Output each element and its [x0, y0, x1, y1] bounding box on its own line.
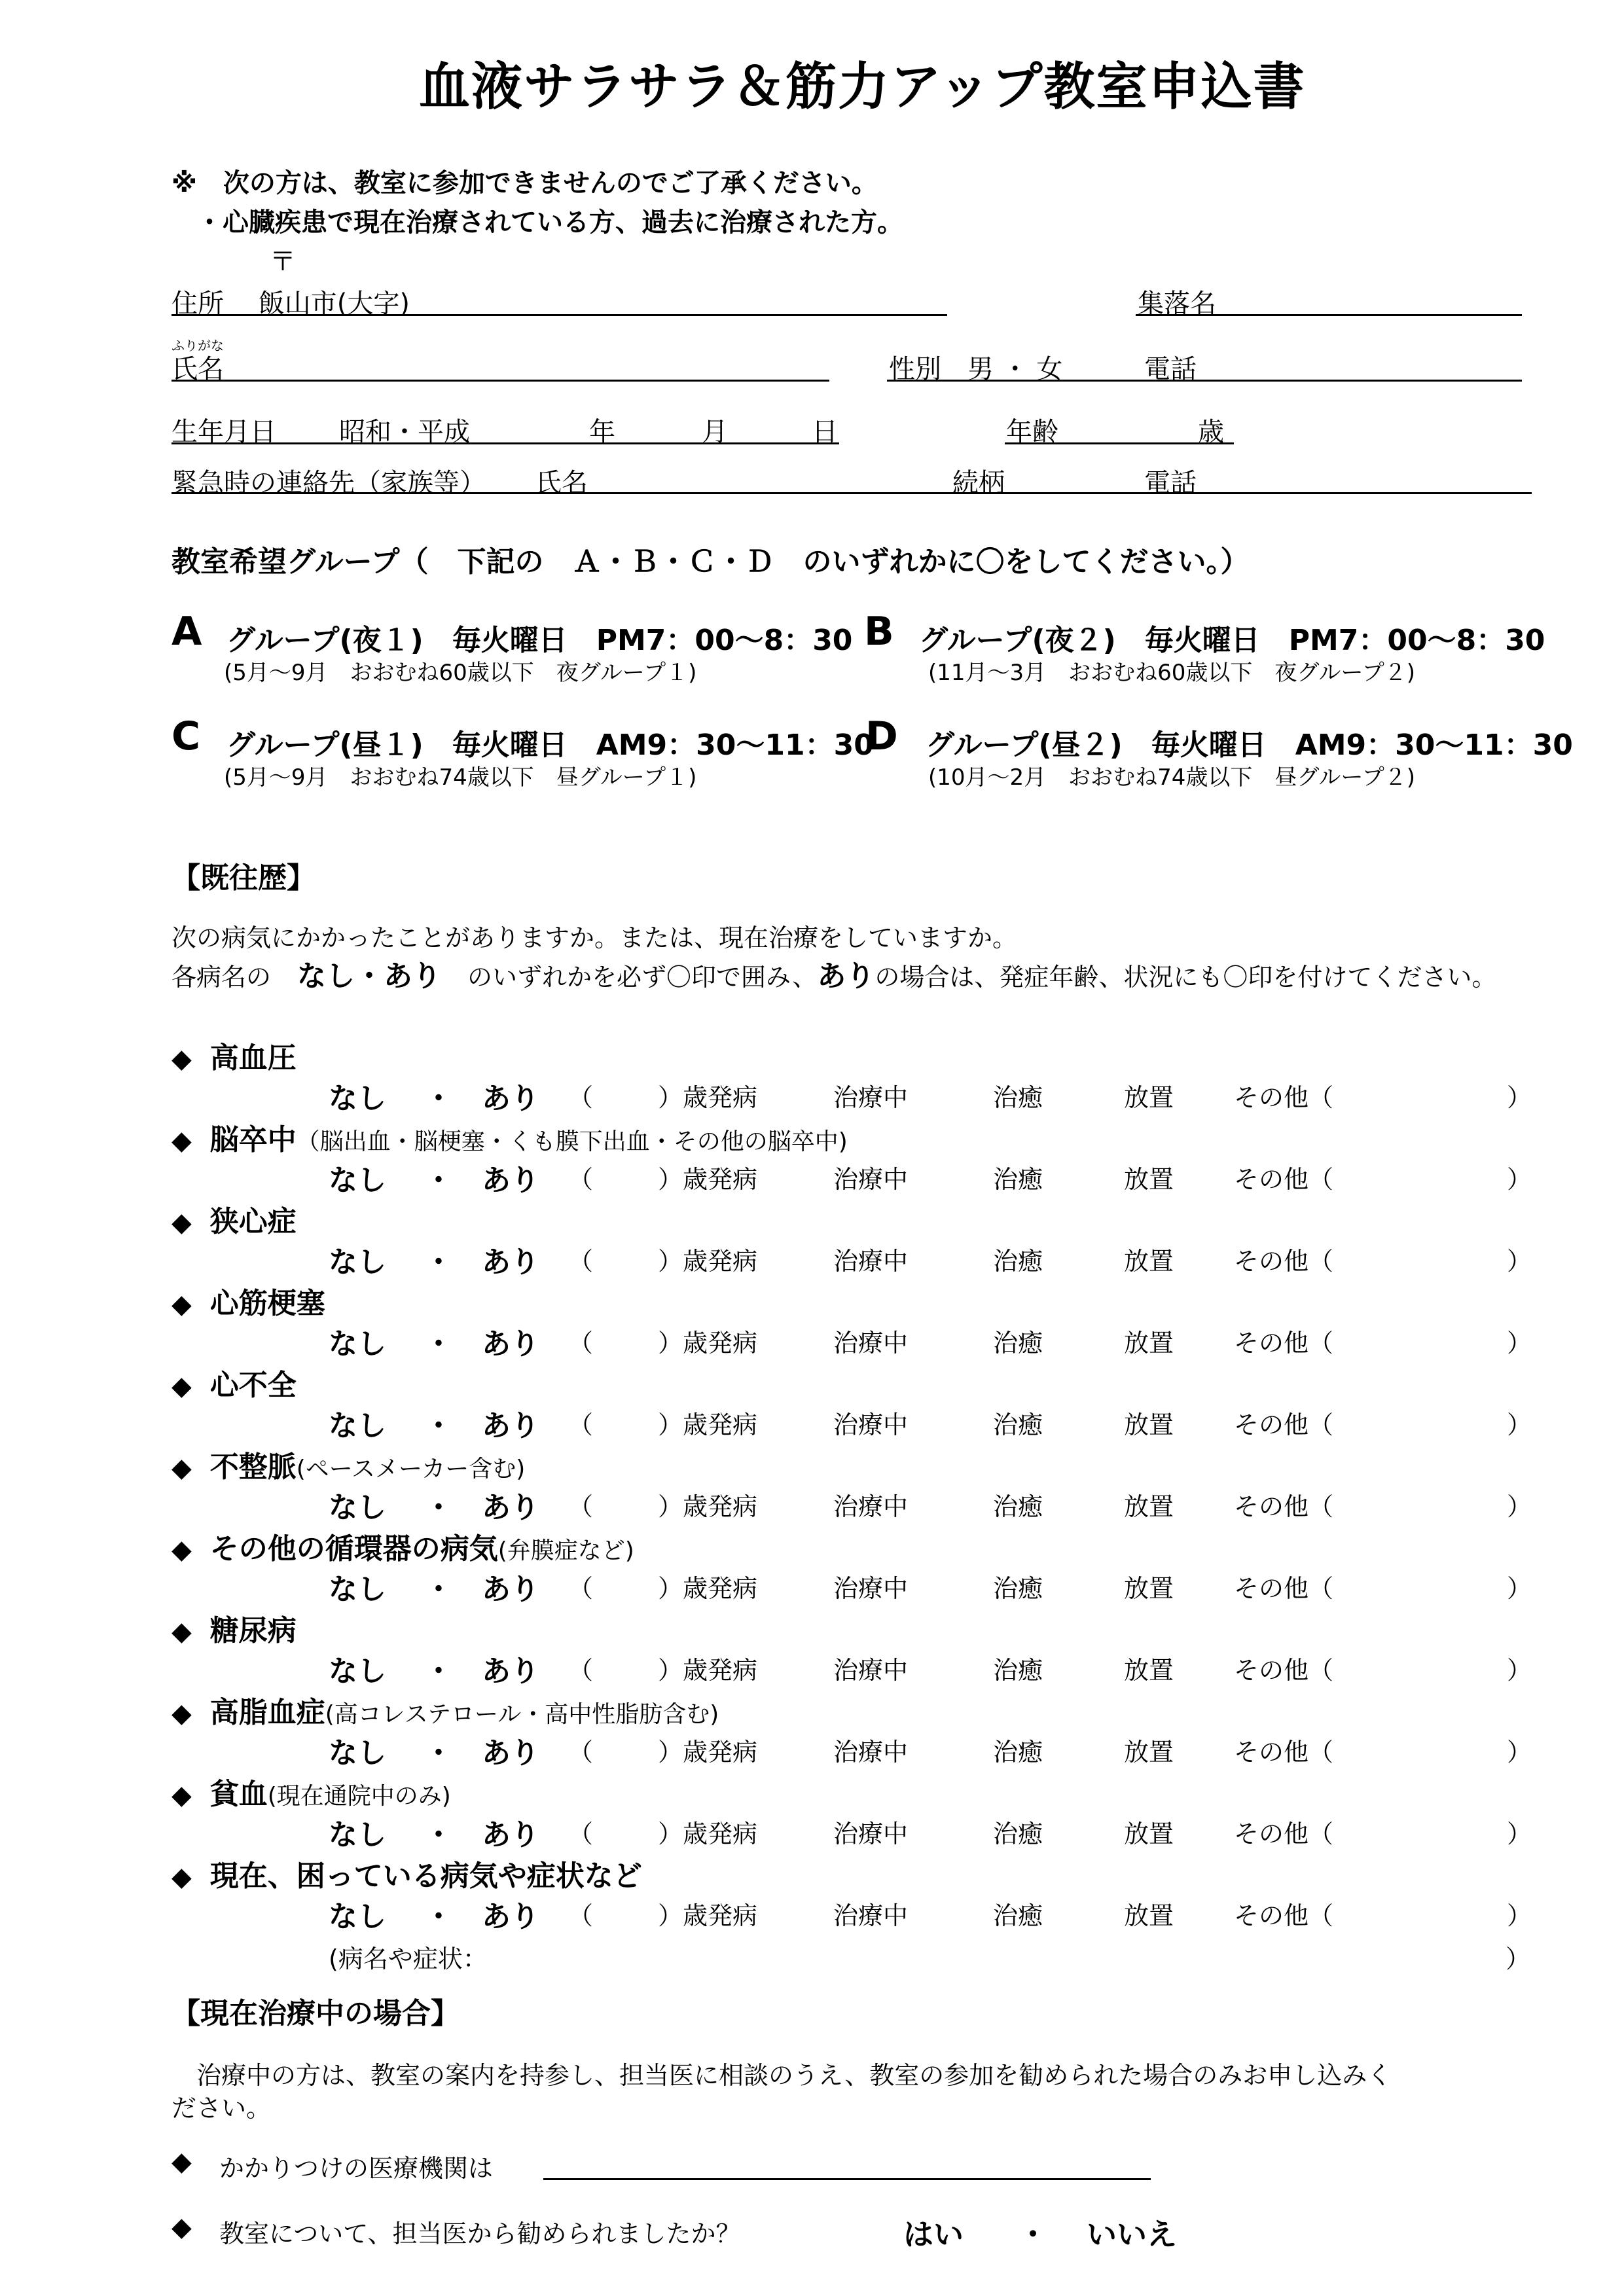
birth-day-unit: 日 — [812, 417, 838, 447]
emergency-name-label: 氏名 — [535, 468, 588, 498]
group-c-sub: (5月～9月 おおむね74歳以下 昼グループ１) — [224, 764, 697, 791]
neglected-option[interactable]: 放置 — [1124, 1901, 1174, 1930]
diamond-bullet-icon: ◆ — [171, 1453, 192, 1483]
treating-option[interactable]: 治療中 — [833, 1247, 909, 1276]
group-d-letter[interactable]: D — [865, 713, 898, 759]
diamond-bullet-icon: ◆ — [171, 1535, 192, 1565]
village-field[interactable] — [1136, 314, 1522, 316]
neglected-option[interactable]: 放置 — [1124, 1083, 1174, 1112]
neglected-option[interactable]: 放置 — [1124, 1492, 1174, 1521]
onset-age-open: （ — [568, 1574, 594, 1603]
onset-age-open: （ — [568, 1083, 594, 1112]
disease-note: (高コレステロール・高中性脂肪含む) — [325, 1701, 719, 1728]
other-option[interactable]: その他（ — [1234, 1901, 1334, 1930]
history-intro-2 — [171, 952, 1496, 994]
disease-answer-row — [0, 1566, 1624, 1605]
intro2-d: あり — [817, 960, 875, 993]
address-field[interactable] — [171, 314, 947, 316]
other-close: ） — [1507, 1083, 1532, 1112]
onset-age-label[interactable]: ）歳発病 — [658, 1656, 758, 1685]
nashi-option[interactable]: なし — [329, 1082, 386, 1115]
onset-age-label[interactable]: ）歳発病 — [658, 1247, 758, 1276]
treating-option[interactable]: 治療中 — [833, 1901, 909, 1930]
cured-option[interactable]: 治癒 — [993, 1329, 1043, 1357]
disease-heading — [171, 1689, 719, 1731]
other-option[interactable]: その他（ — [1234, 1574, 1334, 1603]
onset-age-label[interactable]: ）歳発病 — [658, 1492, 758, 1521]
disease-answer-row — [0, 1157, 1624, 1196]
separator-dot: ・ — [424, 1082, 453, 1115]
disease-heading — [171, 1607, 297, 1649]
neglected-option[interactable]: 放置 — [1124, 1247, 1174, 1276]
treating-option[interactable]: 治療中 — [833, 1410, 909, 1439]
group-c-letter[interactable]: C — [171, 713, 201, 759]
onset-age-label[interactable]: ）歳発病 — [658, 1820, 758, 1848]
separator-dot: ・ — [424, 1327, 453, 1361]
other-close: ） — [1507, 1247, 1532, 1276]
onset-age-label[interactable]: ）歳発病 — [658, 1410, 758, 1439]
disease-answer-row — [0, 1320, 1624, 1359]
diamond-bullet-icon: ◆ — [171, 1617, 192, 1647]
other-close: ） — [1507, 1820, 1532, 1848]
other-option[interactable]: その他（ — [1234, 1820, 1334, 1848]
symptom-close: ） — [1506, 1945, 1531, 1973]
ari-option[interactable]: あり — [482, 1818, 539, 1852]
diamond-bullet-icon: ◆ — [171, 1208, 192, 1238]
cured-option[interactable]: 治癒 — [993, 1247, 1043, 1276]
ari-option[interactable]: あり — [482, 1900, 539, 1933]
disease-name: 糖尿病 — [209, 1614, 297, 1647]
nashi-option[interactable]: なし — [329, 1409, 386, 1443]
clinic-label: かかりつけの医療機関は — [219, 2154, 494, 2183]
cured-option[interactable]: 治癒 — [993, 1820, 1043, 1848]
advised-yes[interactable]: はい — [903, 2217, 964, 2252]
disease-answer-row — [0, 1893, 1624, 1932]
ari-option[interactable]: あり — [482, 1491, 539, 1524]
intro2-b: なし・あり — [297, 960, 442, 993]
other-close: ） — [1507, 1329, 1532, 1357]
village-label: 集落名 — [1138, 289, 1216, 319]
treating-option[interactable]: 治療中 — [833, 1656, 909, 1685]
age-label: 年齢 — [1006, 417, 1058, 447]
disease-heading — [171, 1280, 325, 1321]
separator-dot: ・ — [424, 1164, 453, 1197]
group-b-letter[interactable]: B — [864, 609, 894, 655]
separator-dot: ・ — [424, 1409, 453, 1443]
symptom-label: (病名や症状： — [329, 1945, 488, 1973]
other-close: ） — [1507, 1574, 1532, 1603]
ari-option[interactable]: あり — [482, 1655, 539, 1688]
ari-option[interactable]: あり — [482, 1164, 539, 1197]
onset-age-open: （ — [568, 1901, 594, 1930]
disease-heading — [171, 1852, 642, 1894]
advised-label: 教室について、担当医から勧められましたか？ — [219, 2219, 741, 2248]
disease-answer-row — [0, 1402, 1624, 1441]
ari-option[interactable]: あり — [482, 1409, 539, 1443]
postal-mark: 〒 — [270, 247, 296, 277]
disease-name: 現在、困っている病気や症状など — [209, 1859, 642, 1893]
group-a-sub: (5月～9月 おおむね60歳以下 夜グループ１) — [224, 660, 697, 686]
other-option[interactable]: その他（ — [1234, 1656, 1334, 1685]
other-option[interactable]: その他（ — [1234, 1083, 1334, 1112]
ari-option[interactable]: あり — [482, 1082, 539, 1115]
name-field[interactable] — [171, 380, 829, 382]
disease-heading — [171, 1770, 451, 1812]
other-close: ） — [1507, 1901, 1532, 1930]
nashi-option[interactable]: なし — [329, 1573, 386, 1606]
group-a-letter[interactable]: A — [171, 609, 202, 655]
diamond-bullet-icon: ◆ — [171, 2212, 192, 2242]
onset-age-label[interactable]: ）歳発病 — [658, 1738, 758, 1767]
treating-option[interactable]: 治療中 — [833, 1492, 909, 1521]
birth-year-unit: 年 — [589, 417, 615, 447]
birth-era[interactable]: 昭和・平成 — [339, 417, 470, 447]
diamond-bullet-icon: ◆ — [171, 1780, 192, 1810]
age-field[interactable] — [1005, 442, 1234, 444]
nashi-option[interactable]: なし — [329, 1491, 386, 1524]
onset-age-open: （ — [568, 1820, 594, 1848]
onset-age-open: （ — [568, 1165, 594, 1194]
clinic-field[interactable] — [543, 2178, 1151, 2180]
onset-age-open: （ — [568, 1738, 594, 1767]
advised-no[interactable]: いいえ — [1087, 2217, 1177, 2252]
treating-option[interactable]: 治療中 — [833, 1329, 909, 1357]
neglected-option[interactable]: 放置 — [1124, 1820, 1174, 1848]
disease-name: 狭心症 — [209, 1205, 297, 1238]
ari-option[interactable]: あり — [482, 1736, 539, 1770]
disease-note: (弁膜症など) — [497, 1537, 634, 1564]
treating-option[interactable]: 治療中 — [833, 1820, 909, 1848]
other-option[interactable]: その他（ — [1234, 1247, 1334, 1276]
disease-answer-row — [0, 1647, 1624, 1687]
treating-option[interactable]: 治療中 — [833, 1574, 909, 1603]
treating-option[interactable]: 治療中 — [833, 1165, 909, 1194]
separator-dot: ・ — [424, 1655, 453, 1688]
diamond-bullet-icon: ◆ — [171, 1289, 192, 1319]
diamond-bullet-icon: ◆ — [171, 1044, 192, 1074]
separator-dot: ・ — [424, 1573, 453, 1606]
intro2-e: の場合は、発症年齢、状況にも〇印を付けてください。 — [875, 963, 1497, 992]
nashi-option[interactable]: なし — [329, 1164, 386, 1197]
other-option[interactable]: その他（ — [1234, 1329, 1334, 1357]
birth-field[interactable] — [171, 442, 839, 444]
disease-answer-row — [0, 1811, 1624, 1850]
relation-label: 続柄 — [952, 468, 1005, 498]
neglected-option[interactable]: 放置 — [1124, 1656, 1174, 1685]
separator-dot: ・ — [424, 1900, 453, 1933]
onset-age-label[interactable]: ）歳発病 — [658, 1574, 758, 1603]
diamond-bullet-icon: ◆ — [171, 1698, 192, 1729]
disease-answer-row — [0, 1238, 1624, 1278]
neglected-option[interactable]: 放置 — [1124, 1738, 1174, 1767]
ari-option[interactable]: あり — [482, 1246, 539, 1279]
other-close: ） — [1507, 1492, 1532, 1521]
disease-name: 心筋梗塞 — [209, 1287, 325, 1320]
other-option[interactable]: その他（ — [1234, 1492, 1334, 1521]
disease-name: 高脂血症 — [209, 1696, 325, 1729]
nashi-option[interactable]: なし — [329, 1327, 386, 1361]
disease-name: 心不全 — [209, 1369, 297, 1402]
nashi-option[interactable]: なし — [329, 1818, 386, 1852]
nashi-option[interactable]: なし — [329, 1900, 386, 1933]
treating-option[interactable]: 治療中 — [833, 1738, 909, 1767]
separator-dot: ・ — [424, 1491, 453, 1524]
cured-option[interactable]: 治癒 — [993, 1738, 1043, 1767]
history-intro-1: 次の病気にかかったことがありますか。または、現在治療をしていますか。 — [171, 924, 1018, 952]
neglected-option[interactable]: 放置 — [1124, 1165, 1174, 1194]
group-d-main: グループ(昼２) 毎火曜日 AM9：30～11：30 — [926, 728, 1573, 762]
other-option[interactable]: その他（ — [1234, 1410, 1334, 1439]
birth-label: 生年月日 — [171, 417, 276, 447]
other-close: ） — [1507, 1410, 1532, 1439]
age-unit: 歳 — [1198, 417, 1224, 447]
group-c-main: グループ(昼１) 毎火曜日 AM9：30～11：30 — [226, 728, 874, 762]
disease-answer-row — [0, 1075, 1624, 1114]
gender-label[interactable]: 性別 男 ・ 女 — [889, 354, 1063, 384]
phone-label: 電話 — [1144, 354, 1197, 384]
disease-heading — [171, 1525, 634, 1567]
intro2-a: 各病名の — [171, 963, 272, 992]
neglected-option[interactable]: 放置 — [1124, 1410, 1174, 1439]
separator-dot: ・ — [424, 1246, 453, 1279]
other-close: ） — [1507, 1738, 1532, 1767]
emergency-phone-label: 電話 — [1144, 468, 1197, 498]
disease-name: その他の循環器の病気 — [209, 1532, 498, 1566]
treating-option[interactable]: 治療中 — [833, 1083, 909, 1112]
name-label: 氏名 — [171, 354, 224, 384]
cured-option[interactable]: 治癒 — [993, 1901, 1043, 1930]
disease-name: 脳卒中 — [209, 1123, 297, 1157]
cured-option[interactable]: 治癒 — [993, 1410, 1043, 1439]
nashi-option[interactable]: なし — [329, 1736, 386, 1770]
disease-heading — [171, 1034, 297, 1076]
birth-month-unit: 月 — [702, 417, 728, 447]
disease-heading — [171, 1361, 297, 1403]
separator-dot: ・ — [424, 1818, 453, 1852]
onset-age-label[interactable]: ）歳発病 — [658, 1901, 758, 1930]
onset-age-open: （ — [568, 1247, 594, 1276]
gender-phone-field[interactable] — [887, 380, 1522, 382]
ari-option[interactable]: あり — [482, 1327, 539, 1361]
disease-answer-row — [0, 1484, 1624, 1523]
history-heading: 【既往歴】 — [171, 861, 316, 895]
cured-option[interactable]: 治癒 — [993, 1083, 1043, 1112]
neglected-option[interactable]: 放置 — [1124, 1329, 1174, 1357]
page-title: 血液サラサラ＆筋力アップ教室申込書 — [419, 58, 1306, 117]
cured-option[interactable]: 治癒 — [993, 1656, 1043, 1685]
other-option[interactable]: その他（ — [1234, 1165, 1334, 1194]
address-label: 住所 飯山市(大字) — [171, 289, 410, 319]
onset-age-label[interactable]: ）歳発病 — [658, 1165, 758, 1194]
onset-age-open: （ — [568, 1329, 594, 1357]
emergency-field[interactable] — [171, 492, 1532, 494]
diamond-bullet-icon: ◆ — [171, 1862, 192, 1892]
onset-age-open: （ — [568, 1656, 594, 1685]
disease-note: (ペースメーカー含む) — [296, 1456, 526, 1482]
disease-name: 不整脈 — [209, 1450, 297, 1484]
cured-option[interactable]: 治癒 — [993, 1574, 1043, 1603]
disease-note: (現在通院中のみ) — [267, 1783, 451, 1810]
ari-option[interactable]: あり — [482, 1573, 539, 1606]
intro2-c: のいずれかを必ず〇印で囲み、 — [467, 963, 818, 992]
nashi-option[interactable]: なし — [329, 1246, 386, 1279]
nashi-option[interactable]: なし — [329, 1655, 386, 1688]
treatment-text-2: ださい。 — [171, 2094, 272, 2123]
disease-note: （脳出血・脳梗塞・くも膜下出血・その他の脳卒中) — [296, 1128, 848, 1155]
cured-option[interactable]: 治癒 — [993, 1165, 1043, 1194]
disease-heading — [171, 1116, 848, 1158]
separator-dot: ・ — [424, 1736, 453, 1770]
onset-age-label[interactable]: ）歳発病 — [658, 1083, 758, 1112]
diamond-bullet-icon: ◆ — [171, 1371, 192, 1401]
group-a-main: グループ(夜１) 毎火曜日 PM7：00～8：30 — [226, 624, 853, 657]
disease-heading — [171, 1198, 297, 1240]
disease-name: 高血圧 — [209, 1041, 297, 1075]
group-b-main: グループ(夜２) 毎火曜日 PM7：00～8：30 — [919, 624, 1545, 657]
other-option[interactable]: その他（ — [1234, 1738, 1334, 1767]
disease-answer-row — [0, 1729, 1624, 1768]
group-heading: 教室希望グループ（ 下記の Ａ・Ｂ・Ｃ・Ｄ のいずれかに〇をしてください。） — [171, 545, 1250, 579]
advised-dot: ・ — [1018, 2217, 1048, 2252]
disease-name: 貧血 — [209, 1778, 268, 1811]
neglected-option[interactable]: 放置 — [1124, 1574, 1174, 1603]
group-d-sub: (10月～2月 おおむね74歳以下 昼グループ２) — [928, 764, 1415, 791]
group-b-sub: (11月～3月 おおむね60歳以下 夜グループ２) — [928, 660, 1415, 686]
onset-age-label[interactable]: ）歳発病 — [658, 1329, 758, 1357]
other-close: ） — [1507, 1165, 1532, 1194]
onset-age-open: （ — [568, 1410, 594, 1439]
treatment-text-1: 治療中の方は、教室の案内を持参し、担当医に相談のうえ、教室の参加を勧められた場合のみお申し込みく — [196, 2061, 1392, 2090]
diamond-bullet-icon: ◆ — [171, 1126, 192, 1156]
furigana-label: ふりがな — [171, 338, 224, 353]
other-close: ） — [1507, 1656, 1532, 1685]
onset-age-open: （ — [568, 1492, 594, 1521]
notice-line-2: ・心臓疾患で現在治療されている方、過去に治療された方。 — [196, 207, 903, 238]
diamond-bullet-icon: ◆ — [171, 2147, 192, 2177]
treatment-heading: 【現在治療中の場合】 — [171, 1997, 460, 2030]
disease-heading — [171, 1443, 525, 1485]
cured-option[interactable]: 治癒 — [993, 1492, 1043, 1521]
emergency-label: 緊急時の連絡先（家族等） — [171, 468, 486, 498]
notice-line-1: ※ 次の方は、教室に参加できませんのでご了承ください。 — [171, 168, 878, 198]
